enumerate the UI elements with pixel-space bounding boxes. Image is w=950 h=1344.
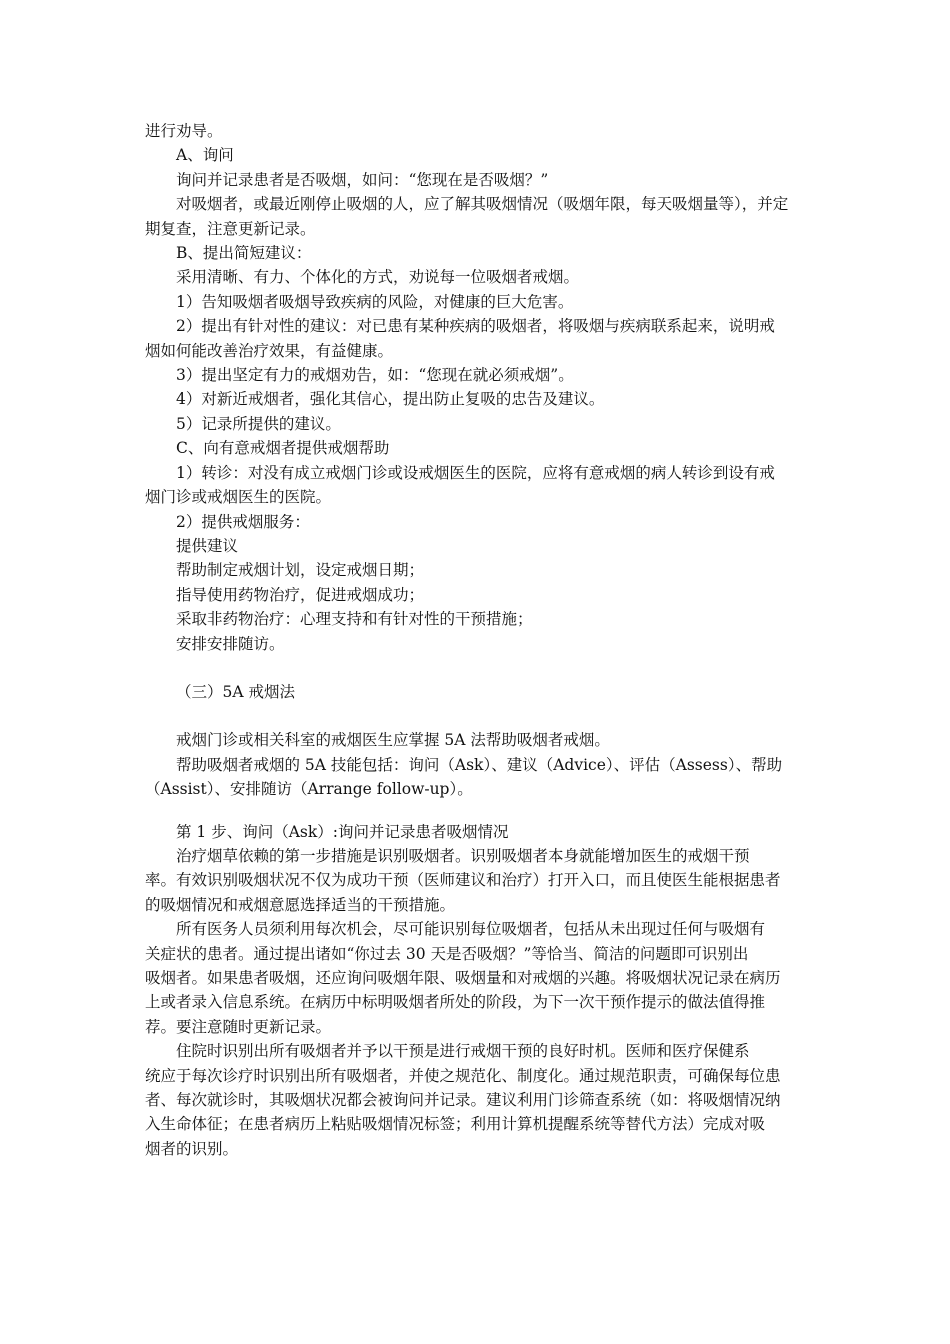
paragraph [145,844,808,917]
text-line: 帮助制定戒烟计划，设定戒烟日期； [176,561,425,580]
text-line: 入生命体征；在患者病历上粘贴吸烟情况标签；利用计算机提醒系统等替代方法）完成对吸 [145,1115,766,1134]
text-line: 指导使用药物治疗，促进戒烟成功； [176,585,425,604]
text-line: 上或者录入信息系统。在病历中标明吸烟者所处的阶段，为下一次干预作提示的做法值得推 [145,993,766,1012]
text-line: 4）对新近戒烟者，强化其信心，提出防止复吸的忠告及建议。 [176,390,605,409]
text-line: 的吸烟情况和戒烟意愿选择适当的干预措施。 [145,895,456,914]
paragraph [145,583,808,607]
paragraph [145,290,808,314]
text-line: 安排安排随访。 [176,634,285,653]
text-line: （三）5A 戒烟法 [176,682,295,701]
text-line: B、提出简短建议： [176,244,312,263]
paragraph [145,534,808,558]
paragraph [145,192,808,241]
paragraph [145,680,808,704]
paragraph [145,412,808,436]
text-line: 率。有效识别吸烟状况不仅为成功干预（医师建议和治疗）打开入口，而且使医生能根据患者 [145,871,781,890]
text-line: 住院时识别出所有吸烟者并予以干预是进行戒烟干预的良好时机。医师和医疗保健系 [176,1042,750,1061]
text-line: 荐。要注意随时更新记录。 [145,1017,332,1036]
text-line: 治疗烟草依赖的第一步措施是识别吸烟者。识别吸烟者本身就能增加医生的戒烟干预 [176,846,750,865]
text-line: 对吸烟者，或最近刚停止吸烟的人，应了解其吸烟情况（吸烟年限，每天吸烟量等），并定 [176,195,789,214]
paragraph [145,917,808,1039]
paragraph [145,461,808,510]
paragraph [145,314,808,363]
text-line: 询问并记录患者是否吸烟，如问：“您现在是否吸烟？” [176,170,549,189]
text-line: 烟者的识别。 [145,1139,239,1158]
text-line: 采用清晰、有力、个体化的方式，劝说每一位吸烟者戒烟。 [176,268,580,287]
paragraph [145,510,808,534]
paragraph [145,265,808,289]
text-line: 第 1 步、询问（Ask）:询问并记录患者吸烟情况 [176,822,509,841]
text-line: 所有医务人员须利用每次机会，尽可能识别每位吸烟者，包括从未出现过任何与吸烟有 [176,920,766,939]
text-line: 戒烟门诊或相关科室的戒烟医生应掌握 5A 法帮助吸烟者戒烟。 [176,731,610,750]
text-line: 采取非药物治疗：心理支持和有针对性的干预措施； [176,610,533,629]
text-line: 提供建议 [176,536,239,555]
paragraph [145,1039,808,1161]
text-line: 关症状的患者。通过提出诸如“你过去 30 天是否吸烟？”等恰当、简洁的问题即可识别出 [145,944,749,963]
text-line: 烟门诊或戒烟医生的医院。 [145,488,332,507]
paragraph [145,558,808,582]
text-line: 2）提出有针对性的建议：对已患有某种疾病的吸烟者，将吸烟与疾病联系起来，说明戒 [176,317,775,336]
text-line: 帮助吸烟者戒烟的 5A 技能包括：询问（Ask）、建议（Advice）、评估（Assess）、帮助 [176,755,783,774]
text-line: 期复查，注意更新记录。 [145,219,316,238]
paragraph [145,168,808,192]
text-line: C、向有意戒烟者提供戒烟帮助 [176,439,390,458]
document-body [145,119,808,1161]
text-line: 3）提出坚定有力的戒烟劝告，如：“您现在就必须戒烟”。 [176,366,574,385]
paragraph [145,728,808,752]
paragraph [145,387,808,411]
text-line: 进行劝导。 [145,122,223,140]
paragraph-spacer [145,656,808,680]
text-line: 烟如何能改善治疗效果，有益健康。 [145,341,394,360]
paragraph [145,820,808,844]
paragraph [145,119,808,143]
paragraph-spacer [145,802,808,820]
text-line: 1）转诊：对没有成立戒烟门诊或设戒烟医生的医院，应将有意戒烟的病人转诊到设有戒 [176,463,775,482]
paragraph [145,241,808,265]
text-line: 2）提供戒烟服务： [176,512,310,531]
text-line: 1）告知吸烟者吸烟导致疾病的风险，对健康的巨大危害。 [176,292,574,311]
paragraph-spacer [145,704,808,728]
paragraph [145,143,808,167]
text-line: 5）记录所提供的建议。 [176,414,341,433]
text-line: 吸烟者。如果患者吸烟，还应询问吸烟年限、吸烟量和对戒烟的兴趣。将吸烟状况记录在病历 [145,969,781,987]
text-line: （Assist）、安排随访（Arrange follow-up）。 [145,780,473,799]
paragraph [145,632,808,656]
paragraph [145,753,808,802]
paragraph [145,607,808,631]
paragraph [145,436,808,460]
text-line: A、询问 [176,146,234,165]
paragraph [145,363,808,387]
text-line: 统应于每次诊疗时识别出所有吸烟者，并使之规范化、制度化。通过规范职责，可确保每位患 [145,1066,781,1085]
text-line: 者、每次就诊时，其吸烟状况都会被询问并记录。建议利用门诊筛查系统（如：将吸烟情况纳 [145,1091,781,1110]
